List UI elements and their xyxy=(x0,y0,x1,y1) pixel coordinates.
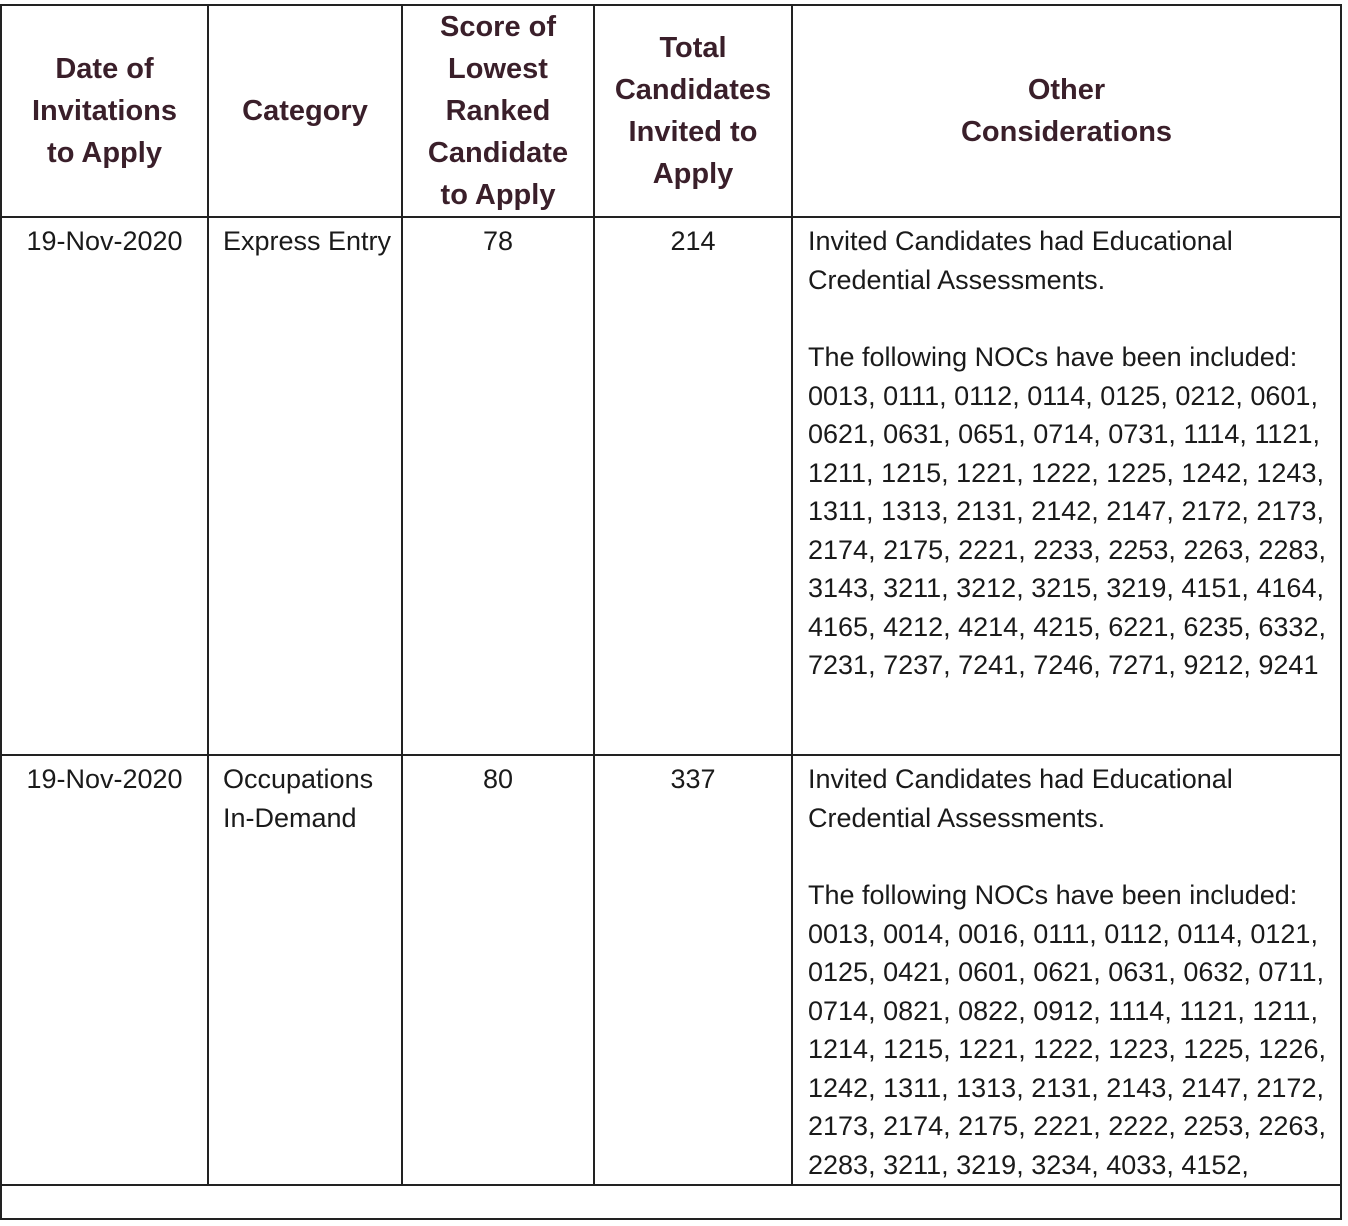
invitations-table xyxy=(2,6,1340,1186)
header-row xyxy=(2,6,1340,217)
table-row xyxy=(2,217,1340,755)
cell-other xyxy=(792,217,1340,755)
eca-note: Invited Candidates had Educational Credential Assessments. xyxy=(808,764,1233,833)
header-score: Score of Lowest Ranked Candidate to Apply xyxy=(402,6,594,217)
header-category: Category xyxy=(208,6,402,217)
ecа-note: Invited Candidates had Educational Credential Assessments. xyxy=(808,226,1233,295)
nocs-list: 0013, 0014, 0016, 0111, 0112, 0114, 0121, 0125, 0421, 0601, 0621, 0631, 0632, 0711, 0714, 0821, 0822, 0912, 1114, 1121, 1211, 1214, 1215, 1221, 1222, 1223, 1225, 1226, 1242, 1311, 1313, 2131, 2143, 2147, 2172, 2173, 2174, 2175, 2221, 2222, 2253, 2263, 2283, 3211, 3219, 3234, 4033, 4152, xyxy=(808,918,1326,1180)
table-row xyxy=(2,755,1340,1185)
nocs-intro: The following NOCs have been included: xyxy=(808,880,1298,910)
header-other: Other Considerations xyxy=(792,6,1340,217)
header-total: Total Candidates Invited to Apply xyxy=(594,6,792,217)
cell-total: 214 xyxy=(594,217,792,755)
cell-category: Express Entry xyxy=(208,217,402,755)
cell-date: 19-Nov-2020 xyxy=(2,755,208,1185)
draws-table-container xyxy=(0,4,1342,1220)
cell-score: 78 xyxy=(402,217,594,755)
cell-total: 337 xyxy=(594,755,792,1185)
cell-date: 19-Nov-2020 xyxy=(2,217,208,755)
cell-category: Occupations In-Demand xyxy=(208,755,402,1185)
nocs-list: 0013, 0111, 0112, 0114, 0125, 0212, 0601, 0621, 0631, 0651, 0714, 0731, 1114, 1121, 1211, 1215, 1221, 1222, 1225, 1242, 1243, 1311, 1313, 2131, 2142, 2147, 2172, 2173, 2174, 2175, 2221, 2233, 2253, 2263, 2283, 3143, 3211, 3212, 3215, 3219, 4151, 4164, 4165, 4212, 4214, 4215, 6221, 6235, 6332, 7231, 7237, 7241, 7246, 7271, 9212, 9241 xyxy=(808,380,1326,680)
cell-score: 80 xyxy=(402,755,594,1185)
header-date: Date of Invitations to Apply xyxy=(2,6,208,217)
nocs-intro: The following NOCs have been included: xyxy=(808,342,1298,372)
cell-other xyxy=(792,755,1340,1185)
